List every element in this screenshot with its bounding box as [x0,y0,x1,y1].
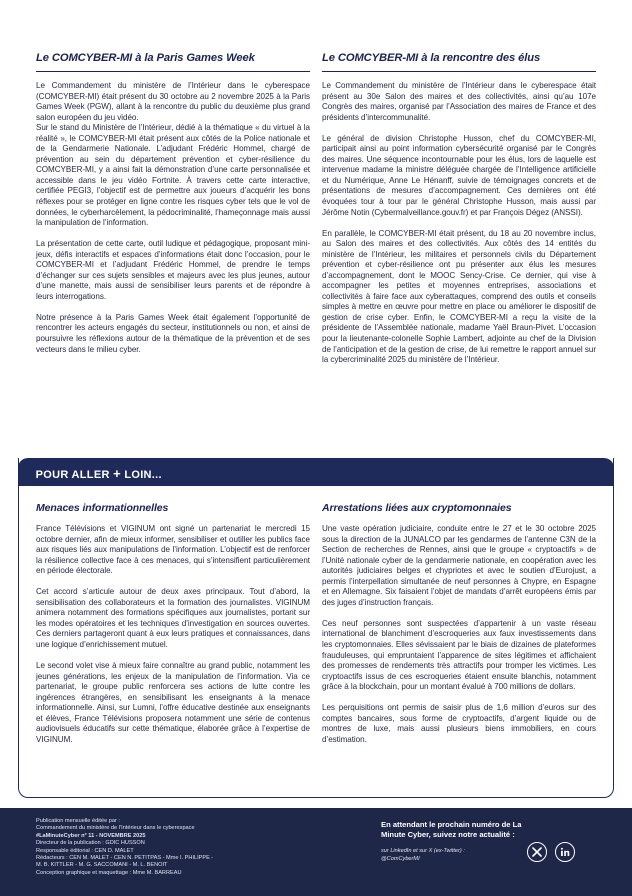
credit-line: Commandement du ministère de l’Intérieur dans le cyberespace [36,825,195,832]
article-paragraph: Le Commandement du ministère de l’Intérieur dans le cyberespace était présent au 30e Salon des maires et des collectivités, ainsi qu’au 107e Congrès des maires, organisé par l’Association des maires de France et des présidents d’intercommunalité. [322,81,596,122]
credit-line: #LaMinuteCyber n° 11 - NOVEMBRE 2025 [36,832,146,839]
credit-line: Rédacteurs : CEN M. MALET - CEN N. PETITPAS - Mme I. PHILIPPE - [36,855,214,862]
article-paragraph: Notre présence à la Paris Games Week était également l’opportunité de rencontrer les acteurs engagés du secteur, institutionnels ou non, et ainsi de poursuivre les réflexions autour de la thématique de la prévention et de ses vecteurs dans le milieu cyber. [36,312,310,354]
article-title: Arrestations liées aux cryptomonnaies [322,502,512,514]
credit-line: Directeur de la publication : GDIC HUSSON [36,840,145,847]
article-title: Menaces informationnelles [36,502,169,514]
article-paragraph: Le Commandement du ministère de l’Intérieur dans le cyberespace (COMCYBER-MI) était présent du 30 octobre au 2 novembre 2025 à la Paris Games Week (PGW), allant à la rencontre du public du deuxième plus grand salon européen du jeu vidéo. [36,81,310,122]
social-line: sur LinkedIn et sur X (ex-Twitter) : [381,848,465,854]
article-body [36,81,310,355]
article-title: Le COMCYBER-MI à la rencontre des élus [322,52,596,72]
linkedin-icon[interactable] [555,842,575,862]
social-handle: @ComCyberMI [381,855,420,862]
article-paragraph: La présentation de cette carte, outil ludique et pédagogique, proposant mini-jeux, défis interactifs et espaces d’informations était donc l’occasion, pour le COMCYBER-MI et l’adjudant Frédéric Hommel, de prendre le temps d’échanger sur ces sujets sensibles et majeurs avec les plus jeunes, autour d’une manette, mais aussi de sensibiliser leurs parents et de répondre à leurs interrogations. [36,239,310,301]
publication-credits [36,818,326,877]
credit-line: Publication mensuelle éditée par : [36,818,120,824]
plus-sign: + [113,466,121,481]
follow-us [381,820,541,863]
x-icon[interactable] [527,842,547,862]
box-heading [36,466,162,481]
article-paragraph: Le général de division Christophe Husson, chef du COMCYBER-MI, participait ainsi au point information cybersécurité organisé par le Congrès des maires. Une séquence incontournable pour les élus, lors de laquelle est intervenue madame la ministre déléguée chargée de l’Intelligence artificielle et du Numérique, Anne Le Hénanff, suivie de témoignages concrets et de présentations de mesures d’accompagnement. Ces dernières ont été évoquées tour à tour par le général Christophe Husson, mais aussi par Jérôme Notin (Cybermalveillance.gouv.fr) et par François Dégez (ANSSI). [322,133,596,217]
article-paragraph: Les perquisitions ont permis de saisir plus de 1,6 million d’euros sur des comptes bancaires, sous forme de cryptoactifs, d’argent liquide ou de montres de luxe, mais aussi plusieurs biens immobiliers, en cours d’estimation. [322,703,596,744]
box-heading-post: LOIN... [124,469,162,481]
article-rencontre-elus [322,52,596,366]
credit-line: M. B. KITTLER - M. G. SACCOMANI - M. L. BENOIT [36,862,168,869]
article-body [322,524,596,745]
article-paragraph: Sur le stand du Ministère de l’Intérieur, dédié à la thématique « du virtuel à la réalité », le COMCYBER-MI était présent aux côtés de la Police nationale et de la Gendarmerie Nationale. L’adjudant Frédéric Hommel, chargé de prévention au sein du département prévention et cyber-résilience du COMCYBER-MI, y a ainsi fait la démonstration d’une carte personnalisée et accessible dans le jeu vidéo Fortnite. À travers cette carte interactive, certifiée PEGI3, l’objectif est de permettre aux joueurs d’acquérir les bons réflexes pour se protéger en ligne contre les risques cyber tels que le vol de données, le cyberharcèlement, la pédocriminalité, l’hameçonnage mais aussi la manipulation de l’information. [36,123,310,228]
footer [0,808,632,896]
article-paragraph: France Télévisions et VIGINUM ont signé un partenariat le mercredi 15 octobre dernier, afin de mieux informer, sensibiliser et outiller les publics face aux risques liés aux manipulations de l’information. L’objectif est de renforcer la résilience collective face à ces menaces, qui s’intensifient particulièrement en période électorale. [36,524,310,576]
article-paragraph: Ces neuf personnes sont suspectées d’appartenir à un vaste réseau international de blanchiment d’escroqueries aux faux investissements dans les cryptomonnaies. Elles sévissaient par le biais de dizaines de plateformes frauduleuses, qui empruntaient l’apparence de sites légitimes et affichaient des promesses de rendements très attractifs pour tromper les victimes. Les cryptoactifs issus de ces escroqueries étaient ensuite blanchis, notamment grâce à la blockchain, pour un montant évalué à 700 millions de dollars. [322,618,596,692]
article-body [36,524,310,745]
credit-line: Responsable éditorial : CEN D. MALET [36,847,134,854]
article-paragraph: Le second volet vise à mieux faire connaître au grand public, notamment les jeunes générations, les enjeux de la manipulation de l’information. Via ce partenariat, le groupe public renforcera ses actions de lutte contre les ingérences étrangères, en sensibilisant les enseignants à la menace informationnelle. Ainsi, sur Lumni, l’offre éducative destinée aux enseignants et élèves, France Télévisions proposera notamment une série de contenus audiovisuels éducatifs sur cette thématique, élaborée grâce à l’expertise de VIGINUM. [36,661,310,744]
article-paragraph: Cet accord s’articule autour de deux axes principaux. Tout d’abord, la sensibilisation des collaborateurs et la formation des journalistes. VIGINUM animera notamment des formations spécifiques aux journalistes, portant sur les modes opératoires et les techniques d’investigation en sources ouvertes. Ces derniers partageront quant à eux leurs pratiques et connaissances, dans une logique d’enrichissement mutuel. [36,587,310,649]
article-menaces [36,502,310,745]
article-body [322,81,596,366]
box-header [18,458,614,486]
article-paris-games-week [36,52,310,355]
box-heading-pre: POUR ALLER [35,469,110,481]
article-paragraph: En parallèle, le COMCYBER-MI était présent, du 18 au 20 novembre inclus, au Salon des maires et des collectivités. Aux côtés des 14 entités du ministère de l’Intérieur, les militaires et personnels civils du Département prévention et cyber-résilience ont pu présenter aux élus les mesures d’accompagnement, dont le MOOC Sency-Crise. Ce dernier, qui vise à accompagner les petites et moyennes entreprises, associations et collectivités à faire face aux cyberattaques, comprend des outils et conseils simples à mettre en œuvre pour mettre en place ou améliorer le dispositif de gestion de crise cyber. Enfin, le COMCYBER-MI a reçu la visite de la présidente de l’Assemblée nationale, madame Yaël Braun-Pivet. L’occasion pour la lieutenante-colonelle Sophie Lambert, adjointe au chef de la Division de l’anticipation et de la gestion de crise, de lui remettre le rapport annuel sur la cybercriminalité 2025 du ministère de l’Intérieur. [322,228,596,365]
follow-cta: En attendant le prochain numéro de La Minute Cyber, suivez notre actualité : [381,820,522,839]
pour-aller-plus-loin-box [18,458,614,798]
credit-line: Conception graphique et maquettage : Mme M. BARREAU [36,869,182,876]
article-title: Le COMCYBER-MI à la Paris Games Week [36,52,310,72]
article-paragraph: Une vaste opération judiciaire, conduite entre le 27 et le 30 octobre 2025 sous la direction de la JUNALCO par les gendarmes de l’antenne C3N de la Section de recherches de Rennes, ainsi que le groupe « cryptoactifs » de l’Unité nationale cyber de la gendarmerie nationale, en coopération avec les autorités judiciaires belges et chypriotes et avec le soutien d’Eurojust, a permis l’interpellation simultanée de neuf personnes à Chypre, en Espagne et en Allemagne. Six faisaient l’objet de mandats d’arrêt européens émis par des juges d’instruction français. [322,524,596,607]
article-arrestations [322,502,596,745]
social-handle-text [381,848,541,863]
